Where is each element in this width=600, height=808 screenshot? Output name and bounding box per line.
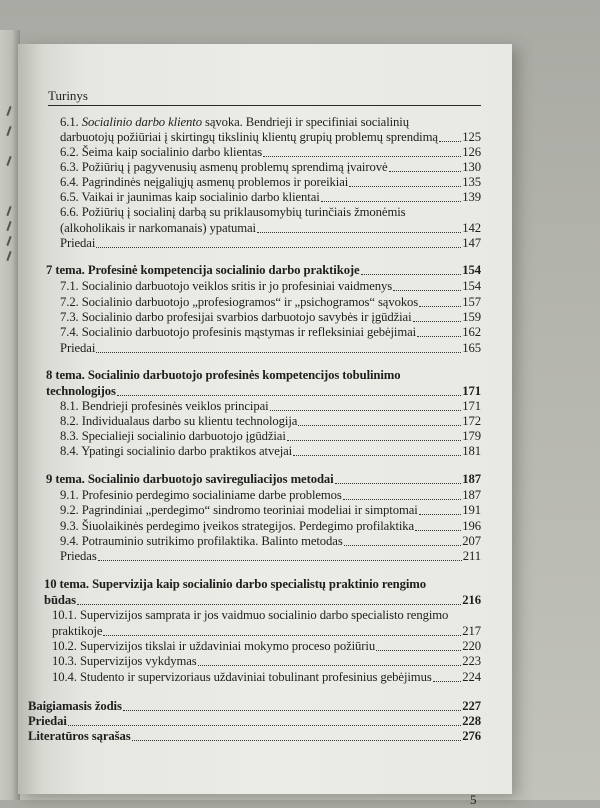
toc-entry-6-5[interactable]: 6.5. Vaikai ir jaunimas kaip socialinio darbo klientai 139 bbox=[60, 190, 481, 204]
toc-entry-6-1[interactable]: darbuotojų požiūriai į skirtingų tikslinių klientų grupių problemų sprendimą 125 bbox=[60, 130, 481, 144]
toc-entry-7-4[interactable]: 7.4. Socialinio darbuotojo profesinis mąstymas ir refleksiniai gebėjimai 162 bbox=[60, 325, 481, 339]
toc-entry-6-1-line1: 6.1. Socialinio darbo kliento sąvoka. Bendrieji ir specifiniai socialinių bbox=[60, 115, 409, 129]
toc-entry-10-3[interactable]: 10.3. Supervizijos vykdymas 223 bbox=[52, 654, 481, 668]
toc-entry-10-1[interactable]: praktikoje 217 bbox=[52, 624, 481, 638]
adjacent-page-mark bbox=[6, 156, 11, 166]
adjacent-page-mark bbox=[6, 106, 11, 116]
toc-entry-6-3[interactable]: 6.3. Požiūrių į pagyvenusių asmenų problemų sprendimą įvairovė 130 bbox=[60, 160, 481, 174]
toc-entry-10-1-line1: 10.1. Supervizijos samprata ir jos vaidmuo socialinio darbo specialisto rengimo bbox=[52, 608, 449, 622]
toc-entry-7-2[interactable]: 7.2. Socialinio darbuotojo „profesiogramos“ ir „psichogramos“ sąvokos 157 bbox=[60, 295, 481, 309]
toc-entry-9-appendix[interactable]: Priedas 211 bbox=[60, 549, 481, 563]
toc-entry-6-appendix[interactable]: Priedai 147 bbox=[60, 236, 481, 250]
book-page bbox=[18, 44, 512, 807]
toc-entry-6-6[interactable]: (alkoholikais ir narkomanais) ypatumai 142 bbox=[60, 221, 481, 235]
toc-bibliography[interactable]: Literatūros sąrašas 276 bbox=[28, 729, 481, 743]
adjacent-page-mark bbox=[6, 236, 11, 246]
toc-conclusion[interactable]: Baigiamasis žodis 227 bbox=[28, 699, 481, 713]
toc-chapter-8[interactable]: technologijos 171 bbox=[46, 384, 481, 398]
toc-entry-7-appendix[interactable]: Priedai 165 bbox=[60, 341, 481, 355]
toc-entry-8-1[interactable]: 8.1. Bendrieji profesinės veiklos principai 171 bbox=[60, 399, 481, 413]
toc-entry-7-3[interactable]: 7.3. Socialinio darbo profesijai svarbios darbuotojo savybės ir įgūdžiai 159 bbox=[60, 310, 481, 324]
toc-entry-6-2[interactable]: 6.2. Šeima kaip socialinio darbo klientas 126 bbox=[60, 145, 481, 159]
page-number: 5 bbox=[470, 792, 477, 807]
toc-entry-10-2[interactable]: 10.2. Supervizijos tikslai ir uždaviniai mokymo proceso požiūriu 220 bbox=[52, 639, 481, 653]
adjacent-page-mark bbox=[6, 206, 11, 216]
toc-entry-9-2[interactable]: 9.2. Pagrindiniai „perdegimo“ sindromo teoriniai modeliai ir simptomai 191 bbox=[60, 503, 481, 517]
toc-entry-8-2[interactable]: 8.2. Individualaus darbo su klientu technologija 172 bbox=[60, 414, 481, 428]
toc-appendices[interactable]: Priedai 228 bbox=[28, 714, 481, 728]
toc-entry-6-4[interactable]: 6.4. Pagrindinės neįgaliųjų asmenų problemos ir poreikiai 135 bbox=[60, 175, 481, 189]
toc-entry-7-1[interactable]: 7.1. Socialinio darbuotojo veiklos sritis ir jo profesiniai vaidmenys 154 bbox=[60, 279, 481, 293]
toc-chapter-7[interactable]: 7 tema. Profesinė kompetencija socialinio darbo praktikoje 154 bbox=[46, 263, 481, 277]
adjacent-page-mark bbox=[6, 126, 11, 136]
toc-chapter-10-line1: 10 tema. Supervizija kaip socialinio darbo specialistų praktinio rengimo bbox=[44, 577, 427, 591]
toc-chapter-8-line1: 8 tema. Socialinio darbuotojo profesinės kompetencijos tobulinimo bbox=[46, 368, 401, 382]
running-head: Turinys bbox=[48, 88, 481, 106]
toc-entry-9-1[interactable]: 9.1. Profesinio perdegimo socialiniame darbe problemos 187 bbox=[60, 488, 481, 502]
toc-entry-8-3[interactable]: 8.3. Specialieji socialinio darbuotojo įgūdžiai 179 bbox=[60, 429, 481, 443]
toc-entry-9-3[interactable]: 9.3. Šiuolaikinės perdegimo įveikos strategijos. Perdegimo profilaktika 196 bbox=[60, 519, 481, 533]
toc-entry-9-4[interactable]: 9.4. Potrauminio sutrikimo profilaktika. Balinto metodas 207 bbox=[60, 534, 481, 548]
toc-entry-10-4[interactable]: 10.4. Studento ir supervizoriaus uždaviniai tobulinant profesinius gebėjimus 224 bbox=[52, 670, 481, 684]
adjacent-page-mark bbox=[6, 251, 11, 261]
adjacent-page-mark bbox=[6, 221, 11, 231]
toc-chapter-9[interactable]: 9 tema. Socialinio darbuotojo savireguliacijos metodai 187 bbox=[46, 472, 481, 486]
toc-chapter-10[interactable]: būdas 216 bbox=[44, 593, 481, 607]
toc-entry-8-4[interactable]: 8.4. Ypatingi socialinio darbo praktikos atvejai 181 bbox=[60, 444, 481, 458]
adjacent-page-edge bbox=[0, 30, 20, 800]
toc-entry-6-6-line1: 6.6. Požiūrių į socialinį darbą su priklausomybių turinčiais žmonėmis bbox=[60, 205, 406, 219]
table-of-contents bbox=[18, 44, 512, 794]
